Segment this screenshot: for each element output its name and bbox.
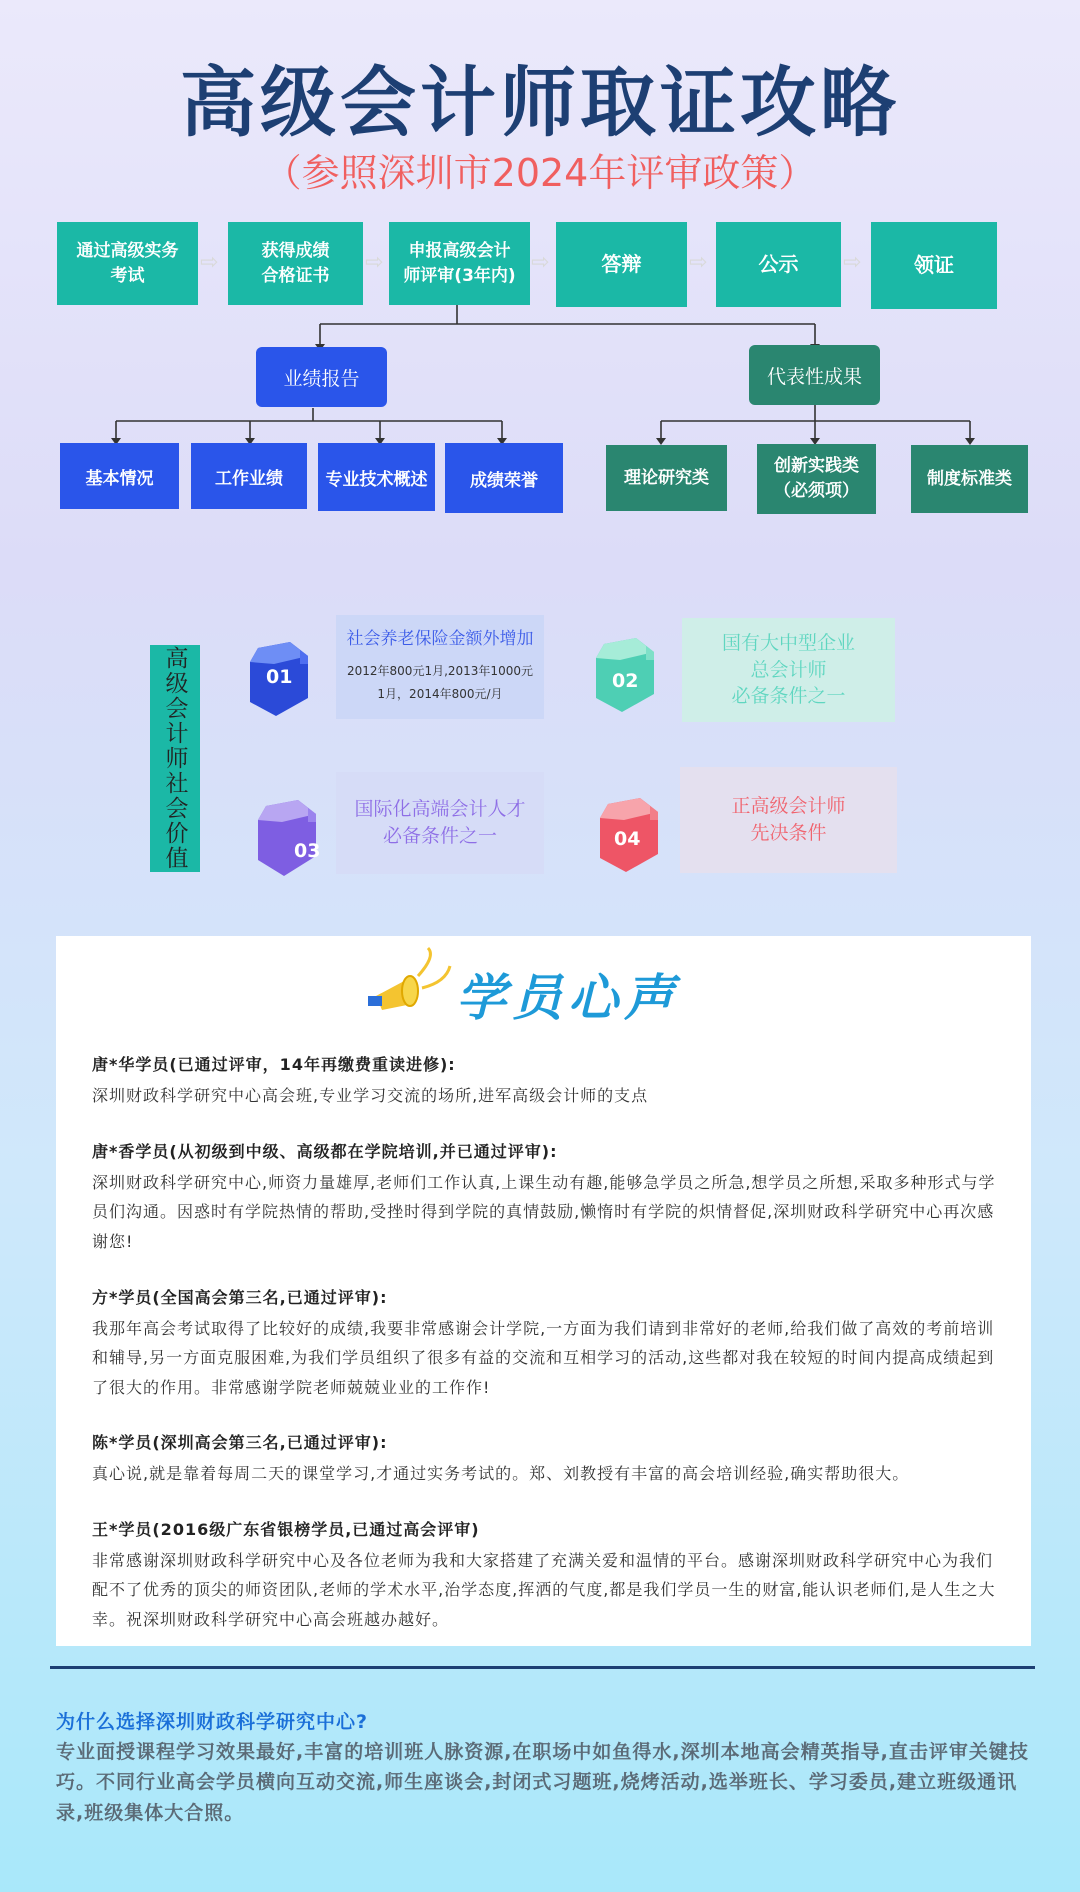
arrow-right-icon: ⇨: [531, 250, 550, 275]
value-card-01: [336, 615, 544, 719]
badge-03-number: 03: [294, 840, 321, 862]
testimonial-text: 我那年高会考试取得了比较好的成绩,我要非常感谢会计学院,一方面为我们请到非常好的老师,给我们做了高效的考前培训和辅导,另一方面克服困难,为我们学员组织了很多有益的交流和互相学习的活动,这些都对我在较短的时间内提高成绩起到了很大的作用。非常感谢学院老师兢兢业业的工作作!: [92, 1319, 995, 1397]
flow-connectors: [0, 300, 1080, 450]
page-subtitle: （参照深圳市2024年评审政策）: [263, 151, 817, 195]
step-exam: 通过高级实务 考试: [57, 222, 198, 305]
arrow-right-icon: ⇨: [365, 250, 384, 275]
testimonial-text: 真心说,就是靠着每周二天的课堂学习,才通过实务考试的。郑、刘教授有丰富的高会培训经验,确实帮助很大。: [92, 1464, 910, 1483]
value-card-03: [336, 772, 544, 874]
step-license: 领证: [871, 222, 997, 309]
badge-02-number: 02: [612, 670, 639, 692]
testimonial-item: [92, 1052, 997, 1110]
testimonials-panel: [56, 936, 1031, 1646]
badge-01-number: 01: [266, 666, 293, 688]
step-defense: 答辩: [556, 222, 687, 307]
section-divider: [50, 1666, 1035, 1669]
value-card-01-title: 社会养老保险金额外增加: [346, 629, 534, 650]
page-title: 高级会计师取证攻略: [180, 58, 900, 147]
testimonial-item: [92, 1430, 997, 1488]
item-tech-overview: 专业技术概述: [318, 443, 435, 511]
testimonial-item: [92, 1139, 997, 1256]
step-apply-review: 申报高级会计 师评审(3年内): [389, 222, 530, 305]
step-certificate: 获得成绩 合格证书: [228, 222, 363, 305]
value-card-01-detail: 2012年800元1月,2013年1000元 1月，2014年800元/月: [347, 664, 533, 701]
testimonial-text: 深圳财政科学研究中心高会班,专业学习交流的场所,进军高级会计师的支点: [92, 1086, 649, 1105]
item-innovation-practice: 创新实践类 （必须项）: [757, 444, 876, 514]
testimonial-item: [92, 1285, 997, 1402]
step-publicity: 公示: [716, 222, 841, 307]
social-value-label: 高级会计师社会价值: [150, 645, 200, 872]
item-standards: 制度标准类: [911, 445, 1028, 513]
value-card-03-title: 国际化高端会计人才 必备条件之一: [354, 798, 526, 847]
testimonial-author: 陈*学员(深圳高会第三名,已通过评审):: [92, 1433, 388, 1452]
trumpet-icon: [366, 946, 456, 1030]
arrow-right-icon: ⇨: [689, 250, 708, 275]
badge-04-number: 04: [614, 828, 641, 850]
value-card-02-title: 国有大中型企业 总会计师 必备条件之一: [721, 632, 855, 708]
value-card-04-title: 正高级会计师 先决条件: [731, 795, 846, 844]
testimonial-author: 方*学员(全国高会第三名,已通过评审):: [92, 1288, 388, 1307]
item-honors: 成绩荣誉: [445, 443, 563, 513]
value-card-04: [680, 767, 897, 873]
value-card-02: [682, 618, 895, 722]
branch-representative-results: 代表性成果: [749, 345, 880, 405]
badge-03-icon: [252, 798, 322, 880]
testimonial-author: 王*学员(2016级广东省银榜学员,已通过高会评审): [92, 1520, 480, 1539]
why-choose-title: 为什么选择深圳财政科学研究中心?: [56, 1711, 369, 1733]
testimonial-text: 深圳财政科学研究中心,师资力量雄厚,老师们工作认真,上课生动有趣,能够急学员之所急,想学员之所想,采取多种形式与学员们沟通。因惑时有学院热情的帮助,受挫时得到学院的真情鼓励,懒惰时有学院的炽情督促,深圳财政科学研究中心再次感谢您!: [92, 1173, 996, 1251]
arrow-right-icon: ⇨: [843, 250, 862, 275]
item-basic-info: 基本情况: [60, 443, 179, 509]
testimonial-item: [92, 1517, 997, 1634]
testimonials-title: 学员心声: [456, 968, 680, 1027]
arrow-right-icon: ⇨: [200, 250, 219, 275]
item-theory-research: 理论研究类: [606, 445, 727, 511]
why-choose-text: 专业面授课程学习效果最好,丰富的培训班人脉资源,在职场中如鱼得水,深圳本地高会精英指导,直击评审关键技巧。不同行业高会学员横向互动交流,师生座谈会,封闭式习题班,烧烤活动,选举班长、学习委员,建立班级通讯录,班级集体大合照。: [56, 1741, 1029, 1824]
branch-performance-report: 业绩报告: [256, 347, 387, 407]
testimonial-author: 唐*华学员(已通过评审，14年再缴费重读进修):: [92, 1055, 456, 1074]
testimonial-author: 唐*香学员(从初级到中级、高级都在学院培训,并已通过评审):: [92, 1142, 558, 1161]
item-work-performance: 工作业绩: [191, 443, 307, 509]
testimonial-text: 非常感谢深圳财政科学研究中心及各位老师为我和大家搭建了充满关爱和温情的平台。感谢深圳财政科学研究中心为我们配不了优秀的顶尖的师资团队,老师的学术水平,治学态度,挥洒的气度,都是我们学员一生的财富,能认识老师们,是人生之大幸。祝深圳财政科学研究中心高会班越办越好。: [92, 1551, 996, 1629]
